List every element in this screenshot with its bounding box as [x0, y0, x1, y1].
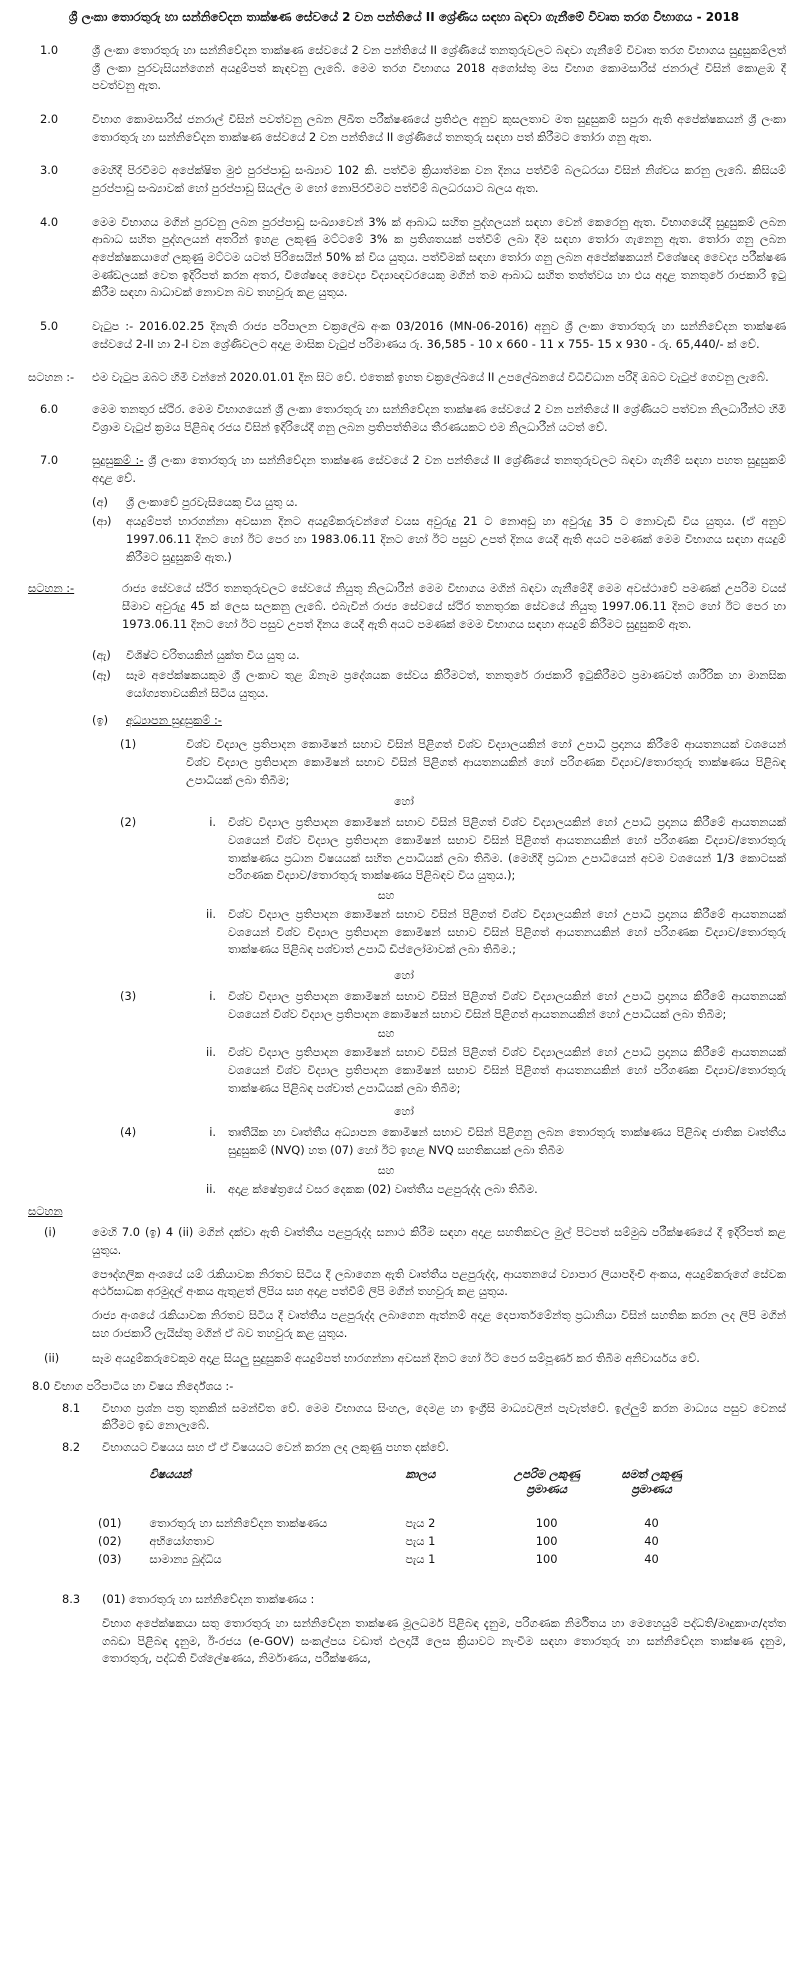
- roman-text: තෘතීයික හා වෘත්තීය අධ්‍යාපන කොමිෂන් සභාව විසින් පිළිගනු ලබන තොරතුරු තාක්ෂණය පිළිබඳ ජාතික වෘත්තීය සුදුසුකම් (NVQ) හත (07) හෝ ඊට ඉහළ NVQ සහතිකයක් ලබා තිබීම: [228, 1125, 786, 1158]
- header-subject: විෂයයන්: [149, 1466, 191, 1481]
- option-number: (4): [120, 1125, 137, 1140]
- qualification-aa: [92, 513, 786, 566]
- option-number: (1): [120, 737, 137, 752]
- section-text: මෙම විභාගය මගින් පුරවනු ලබන පුරප්පාඩු සංඛ්‍යාවෙන් 3% ක් ආබාධ සහිත පුද්ගලයන් සඳහා වෙන් කෙරෙනු ඇත. විභාගයේදී සුදුසුකම් ලබන ආබාධ සහිත පුද්ගලයන් අතරින් ඉහළ ලකුණු මට්ටමේ 3% ක ප්‍රතිශතයක් පත්වීම් ලබා දීම සඳහා තෝරා ගැනෙනු ඇත. තෝරා ගනු ලබන අපේක්ෂකයාගේ ලකුණු මට්ටම යටත් පිරිසෙයින් 50% ක් විය යුතුය. පත්වීමක් සඳහා තෝරා ගනු ලබන අපේක්ෂකයන් විශේෂඥ වෛද්‍ය පරීක්ෂණ මණ්ඩලයක් වෙත ඉදිරිපත් කරන අතර, විශේෂඥ වෛද්‍ය විද්‍යාඥවරයෙකු මගින් තම ආබාධ සහිත තත්ත්වය හා එය අදාළ තනතුරේ රාජකාරි ඉටු කිරීම සඳහා බාධාවක් නොවන බව තහවුරු කළ යුතුය.: [92, 214, 786, 300]
- item-text: ශ්‍රී ලංකාවේ පුරවැසියෙකු විය යුතු ය.: [126, 494, 298, 509]
- option-text: විශ්ව විද්‍යාල ප්‍රතිපාදන කොමිෂන් සභාව විසින් පිළිගත් විශ්ව විද්‍යාලයකින් හෝ උපාධි ප්‍රදානය කිරීමේ ආයතනයක් වශයෙන් විශ්ව විද්‍යාල ප්‍රතිපාදන කොමිෂන් සභාව විසින් පිළිගත් ආයතනයකින් හෝ පරිගණක විද්‍යාව/තොරතුරු තාක්ෂණය පිළිබඳ උපාධියක් ලබා තිබීම;: [186, 737, 786, 787]
- section-3: [22, 162, 786, 197]
- table-row: [94, 1533, 704, 1551]
- section-8: [22, 1378, 786, 1668]
- note-text: සෑම අයදුම්කරුවෙකුම අදාළ සියලු සුදුසුකම් අයදුම්පත් භාරගන්නා අවසන් දිනට හෝ ඊට පෙර සම්පූර්ණ කර තිබීම අනිවාර්යය වේ.: [92, 1351, 700, 1366]
- row-subject: අභියෝගතාව: [149, 1534, 215, 1549]
- section-heading: 8.0 විභාග පරිපාටිය හා විෂය නිර්දේශය :-: [32, 1378, 234, 1393]
- subsection-number: 8.2: [62, 1439, 81, 1454]
- roman-number: i.: [209, 815, 216, 830]
- section-number: 7.0: [40, 453, 59, 468]
- section-number: 2.0: [40, 112, 59, 127]
- section-8-1: [62, 1400, 786, 1435]
- edu-option-3: [120, 988, 786, 1097]
- edu-option-4: [120, 1124, 786, 1198]
- salary-note: [22, 369, 786, 387]
- roman-text: විශ්ව විද්‍යාල ප්‍රතිපාදන කොමිෂන් සභාව විසින් පිළිගත් විශ්ව විද්‍යාලයකින් හෝ උපාධි ප්‍රදානය කිරීමේ ආයතනයක් වශයෙන් විශ්ව විද්‍යාල ප්‍රතිපාදන කොමිෂන් සභාව විසින් පිළිගත් ආයතනයකින් හෝ උපාධියක් ලබා තිබීම;: [228, 989, 786, 1021]
- note-label: සටහන :-: [28, 581, 75, 596]
- roman-number: ii.: [206, 1181, 216, 1196]
- row-subject: තොරතුරු හා සන්නිවේදන තාක්ෂණය: [149, 1516, 328, 1531]
- connector-or: හෝ: [394, 1105, 414, 1119]
- note-text: රාජ්‍ය සේවයේ ස්ථිර තනතුරුවලට සේවයේ නියුතු නිලධාරීන් මෙම විභාගය මගින් බඳවා ගැනීමේදී මෙම අවස්ථාවේ පමණක් උපරිම වයස් සීමාව අවුරුදු 45 ක් ලෙස සලකනු ලැබේ. එබැවින් රාජ්‍ය සේවයේ ස්ථිර තනතුරක සේවයේ නියුතු 1997.06.11 දිනට හෝ ඊට පෙර හා 1973.06.11 දිනට හෝ ඊට පසුව උපත් දිනය යෙදී ඇති අයට පමණක් මෙම විභාගය සඳහා අයදුම් කිරීමට සුදුසුකම් ඇත.: [122, 581, 786, 631]
- connector-or: හෝ: [394, 968, 414, 982]
- section-8-3-body: විභාග අපේක්ෂකයා සතු තොරතුරු හා සන්නිවේදන තාක්ෂණ මූලධර්ම පිළිබඳ දැනුම, පරිගණක නිර්මිතය හා මෙහෙයුම් පද්ධති/මෘදුකාංග/දත්ත ගබඩා පිළිබඳ දැනුම, ඊ-රජය (e-GOV) සංකල්පය වඩාත් ඵලදායී ලෙස ක්‍රියාවට නැංවීම සඳහා තොරතුරු හා සන්නිවේදන තාක්ෂණ දැනුම, තොරතුරු, පද්ධති විශ්ලේෂණය, නිර්මාණය, පරීක්ෂණය,: [102, 1615, 786, 1666]
- qualification-i: [92, 647, 786, 665]
- row-pass-marks: 40: [644, 1534, 659, 1549]
- edu-option-2-i: [186, 814, 786, 885]
- row-number: (03): [98, 1552, 122, 1567]
- qualifications-intro: ශ්‍රී ලංකා තොරතුරු හා සන්නිවේදන තාක්ෂණ සේවයේ 2 වන පන්තියේ II ශ්‍රේණියේ තනතුරුවලට බඳවා ගැනීම් සඳහා පහත සුදුසුකම් අදාළ වේ.: [92, 453, 786, 486]
- connector-and: සහ: [377, 888, 395, 902]
- section-4: [22, 214, 786, 302]
- roman-text: අදාළ ක්ෂේත්‍රයේ වසර දෙකක (02) වෘත්තීය පළපුරුද්ද ලබා තිබීම.: [228, 1181, 538, 1196]
- edu-option-2: [120, 814, 786, 959]
- header-pass-marks: සමත් ලකුණු ප්‍රමාණය: [621, 1466, 682, 1496]
- section-6: [22, 401, 786, 436]
- option-number: (3): [120, 989, 137, 1004]
- row-pass-marks: 40: [644, 1516, 659, 1531]
- subsection-text: විභාගයට විෂයය සහ ඒ ඒ විෂයයට වෙන් කරන ලද ලකුණු පහත දක්වේ.: [102, 1439, 450, 1454]
- subsection-number: 8.1: [62, 1400, 81, 1415]
- item-text: අයදුම්පත් භාරගන්නා අවසාන දිනට අයදුම්කරුවන්ගේ වයස අවුරුදු 21 ට නොඅඩු හා අවුරුදු 35 ට නොවැඩි විය යුතුය. (ඒ අනුව 1997.06.11 දිනට හෝ ඊට පෙර හා 1983.06.11 දිනට හෝ ඊට පසුව උපත් දිනය යෙදී ඇති අයට පමණක් මෙම විභාගය සඳහා අයදුම් කිරීමට සුදුසුකම් ඇත.): [126, 514, 786, 564]
- table-header-row: [94, 1465, 704, 1500]
- section-text: මෙහිදී පිරවීමට අපේක්ෂිත මුළු පුරප්පාඩු සංඛ්‍යාව 102 කි. පත්වීම ක්‍රියාත්මක වන දිනය පත්වීම් බලධරයා විසින් නිශ්චය කරනු ලැබේ. කිසියම් පුරප්පාඩු සංඛ්‍යාවක් හෝ පුරප්පාඩු සියල්ල ම හෝ නොපිරවීමට පත්වීම් බලධරයාට බලය ඇත.: [92, 163, 786, 196]
- item-letter: (ආ): [92, 514, 112, 529]
- roman-number: ii.: [206, 906, 216, 921]
- item-letter: (ඇ): [92, 648, 111, 663]
- item-letter: (ඉ): [92, 713, 109, 728]
- roman-number: ii.: [206, 1045, 216, 1060]
- note-text: එම වැටුප ඔබට හිමි වන්නේ 2020.01.01 දින සිට වේ. එතෙක් ඉහත චක්‍රලේඛයේ II උපලේඛනයේ විධිවිධාන පරිදි ඔබට වැටුප් ගෙවනු ලැබේ.: [92, 370, 769, 385]
- edu-option-1: [120, 736, 786, 789]
- subsection-text: විභාග ප්‍රශ්න පත්‍ර තුනකින් සමන්විත වේ. මෙම විභාගය සිංහල, දෙමළ හා ඉංග්‍රීසි මාධ්‍යවලින් පැවැත්වේ. ඉල්ලුම් කරන මාධ්‍යය පසුව වෙනස් කිරීමට ඉඩ නොලැබේ.: [102, 1400, 786, 1433]
- roman-text: විශ්ව විද්‍යාල ප්‍රතිපාදන කොමිෂන් සභාව විසින් පිළිගත් විශ්ව විද්‍යාලයකින් හෝ උපාධි ප්‍රදානය කිරීමේ ආයතනයක් වශයෙන් විශ්ව විද්‍යාල ප්‍රතිපාදන කොමිෂන් සභාව විසින් පිළිගත් ආයතනයකින් හෝ පරිගණක විද්‍යාව/තොරතුරු තාක්ෂණය පිළිබඳ පශ්චාත් උපාධියක් ලබා තිබීම;: [228, 1045, 786, 1095]
- header-time: කාලය: [405, 1466, 436, 1481]
- section-5: [22, 318, 786, 353]
- item-text: විශිෂ්ට චරිතයකින් යුක්ත විය යුතු ය.: [126, 648, 300, 663]
- table-row: [94, 1551, 704, 1569]
- document-title: ශ්‍රී ලංකා තොරතුරු හා සන්නිවේදන තාක්ෂණ සේවයේ 2 වන පන්තියේ II ශ්‍රේණිය සඳහා බඳවා ගැනීමේ විවෘත තරග විභාගය - 2018: [68, 10, 740, 24]
- row-time: පැය 1: [405, 1552, 436, 1567]
- section-2: [22, 111, 786, 146]
- row-number: (02): [98, 1534, 122, 1549]
- item-text: සෑම අපේක්ෂකයකුම ශ්‍රී ලංකාව තුළ ඕනෑම ප්‍රදේශයක සේවය කිරීමටත්, තනතුරේ රාජකාරි ඉටුකිරීමට ප්‍රමාණවත් ශාරීරික හා මානසික යෝග්‍යතාවයකින් සිටිය යුතුය.: [126, 668, 786, 700]
- qualifications-label: සුදුසුකම් :-: [92, 453, 144, 468]
- note-text: මෙහි 7.0 (ඉ) 4 (ii) මගින් දක්වා ඇති වෘත්තීය පළපුරුද්ද සනාථ කිරීම සඳහා අදාළ සහතිකවල මුල් පිටපත් සම්මුඛ පරීක්ෂණයේ දී ඉදිරිපත් කළ යුතුය.: [92, 1225, 786, 1257]
- row-max-marks: 100: [535, 1552, 558, 1567]
- experience-note-private-sector: පෞද්ගලික අංශයේ යම් රැකියාවක නිරතව සිටිය දී ලබාගෙන ඇති වෘත්තීය පළපුරුද්ද, ආයතනයේ ව්‍යාපාර ලියාපදිංචි අංකය, අයදුම්කරුගේ සේවක අර්ථසාධක අරමුදල් අංකය ඇතුළත් ලිපිය සහ අදාළ පත්වීම් ලිපි මගින් තහවුරු කළ යුතුය.: [92, 1266, 786, 1299]
- age-note: [22, 580, 786, 633]
- experience-note-i: [44, 1224, 786, 1259]
- section-text: විභාග කොමසාරිස් ජනරාල් විසින් පවත්වනු ලබන ලිඛිත පරීක්ෂණයේ ප්‍රතිඵල අනුව කුසලතාව මත සුදුසුකම් සපුරා ඇති අපේක්ෂකයන් ශ්‍රී ලංකා තොරතුරු හා සන්නිවේදන තාක්ෂණ සේවයේ 2 වන පන්තියේ II ශ්‍රේණියේ තනතුරු සඳහා පත් කිරීමට තෝරා ගනු ඇත.: [92, 112, 786, 144]
- item-letter: (ඈ): [92, 668, 111, 683]
- section-8-3: [62, 1591, 786, 1609]
- qualification-a: [92, 494, 786, 512]
- section-text: [92, 452, 786, 487]
- row-subject: සාමාන්‍ය බුද්ධිය: [149, 1552, 222, 1567]
- section-1: [22, 42, 786, 95]
- header-max-marks: උපරිම ලකුණු ප්‍රමාණය: [513, 1466, 580, 1496]
- roman-number: i.: [209, 1125, 216, 1140]
- section-number: 5.0: [40, 319, 59, 334]
- section-number: 1.0: [40, 43, 59, 57]
- row-time: පැය 1: [405, 1534, 436, 1549]
- section-7: [22, 452, 786, 487]
- item-text: අධ්‍යාපන සුදුසුකම් :-: [126, 713, 222, 728]
- qualification-ae: [92, 667, 786, 702]
- section-number: 6.0: [40, 402, 59, 417]
- subjects-table: [94, 1465, 704, 1570]
- row-pass-marks: 40: [644, 1552, 659, 1567]
- note-number: (i): [44, 1225, 57, 1240]
- section-text: මෙම තනතුර ස්ථිර. මෙම විභාගයෙන් ශ්‍රී ලංකා තොරතුරු හා සන්නිවේදන තාක්ෂණ සේවයේ 2 වන පන්තියේ II ශ්‍රේණියට පත්වන නිලධාරීන්ට හිමි විශ්‍රාම වැටුප් ක්‍රමය පිළිබඳ රජය විසින් ඉදිරියේදී ගනු ලබන ප්‍රතිපත්තිමය තීරණයකට එම නිලධාරීන් යටත් වේ.: [92, 402, 786, 434]
- row-max-marks: 100: [535, 1534, 558, 1549]
- connector-or: හෝ: [394, 795, 414, 809]
- note-label: සටහන :-: [28, 370, 75, 385]
- edu-option-2-ii: [186, 906, 786, 959]
- roman-text: විශ්ව විද්‍යාල ප්‍රතිපාදන කොමිෂන් සභාව විසින් පිළිගත් විශ්ව විද්‍යාලයකින් හෝ උපාධි ප්‍රදානය කිරීමේ ආයතනයක් වශයෙන් විශ්ව විද්‍යාල ප්‍රතිපාදන කොමිෂන් සභාව විසින් පිළිගත් ආයතනයකින් හෝ පරිගණක විද්‍යාව/තොරතුරු තාක්ෂණය පිළිබඳ පශ්චාත් උපාධි ඩිප්ලෝමාවක් ලබා තිබීම.;: [228, 906, 786, 957]
- option-number: (2): [120, 815, 137, 830]
- edu-option-4-i: [186, 1124, 786, 1159]
- connector-and: සහ: [377, 1163, 395, 1177]
- connector-and: සහ: [377, 1027, 395, 1041]
- educational-qualifications: [92, 712, 786, 730]
- table-row: [94, 1515, 704, 1533]
- edu-option-4-ii: [186, 1181, 786, 1199]
- experience-note-public-sector: රාජ්‍ය අංශයේ රැකියාවක නිරතව සිටිය දී වෘත්තීය පළපුරුද්ද ලබාගෙන ඇත්නම් අදාළ දෙපාර්තමේන්තු ප්‍රධානියා විසින් සහතික කරන ලද ලිපි මගින් සහ රාජකාරි ලැයිස්තු මගින් ඒ බව තහවුරු කළ යුතුය.: [92, 1307, 786, 1340]
- subsection-title: (01) තොරතුරු හා සන්නිවේදන තාක්ෂණය :: [102, 1592, 315, 1607]
- edu-option-3-i: [186, 988, 786, 1023]
- item-letter: (අ): [92, 494, 108, 509]
- subsection-number: 8.3: [62, 1592, 81, 1607]
- roman-number: i.: [209, 989, 216, 1004]
- note-number: (ii): [44, 1351, 60, 1366]
- section-text: ශ්‍රී ලංකා තොරතුරු හා සන්නිවේදන තාක්ෂණ සේවයේ 2 වන පන්තියේ II ශ්‍රේණියේ තනතුරුවලට බඳවා ගැනීමේ විවෘත තරග විභාගය සුදුසුකම්ලත් ශ්‍රී ලංකා පුරවැසියන්ගෙන් අයදුම්පත් කැඳවනු ලැබේ. මෙම තරග විභාගය 2018 අගෝස්තු මස විභාග කොමසාරිස් ජනරාල් විසින් කොළඹ දී පවත්වනු ඇත.: [92, 43, 786, 93]
- row-number: (01): [98, 1516, 122, 1531]
- section-8-2: [62, 1439, 786, 1457]
- roman-text: විශ්ව විද්‍යාල ප්‍රතිපාදන කොමිෂන් සභාව විසින් පිළිගත් විශ්ව විද්‍යාලයකින් හෝ උපාධි ප්‍රදානය කිරීමේ ආයතනයක් වශයෙන් විශ්ව විද්‍යාල ප්‍රතිපාදන කොමිෂන් සභාව විසින් පිළිගත් ආයතනයකින් හෝ පරිගණක විද්‍යාව/තොරතුරු තාක්ෂණය ප්‍රධාන විෂයයක් සහිත උපාධියක් ලබා තිබීම. (මෙහිදී ප්‍රධාන උපාධියෙන් අවම වශයෙන් 1/3 කොටසක් පරිගණක විද්‍යාව/තොරතුරු තාක්ෂණය පිළිබඳව විය යුතුය.);: [228, 815, 786, 883]
- edu-option-3-ii: [186, 1044, 786, 1097]
- experience-note-ii: [44, 1350, 786, 1368]
- row-max-marks: 100: [535, 1516, 558, 1531]
- experience-note-label: සටහන: [28, 1203, 63, 1218]
- section-number: 3.0: [40, 163, 59, 178]
- section-number: 4.0: [40, 214, 59, 229]
- section-text: වැටුප :- 2016.02.25 දිනැති රාජ්‍ය පරිපාලන චක්‍රලේඛ අංක 03/2016 (MN-06-2016) අනුව ශ්‍රී ලංකා තොරතුරු හා සන්නිවේදන තාක්ෂණ සේවයේ 2-II හා 2-I වන ශ්‍රේණිවලට අදාළ මාසික වැටුප් පරිමාණය රු. 36,585 - 10 x 660 - 11 x 755- 15 x 930 - රු. 65,440/- ක් වේ.: [92, 319, 786, 351]
- row-time: පැය 2: [405, 1516, 436, 1531]
